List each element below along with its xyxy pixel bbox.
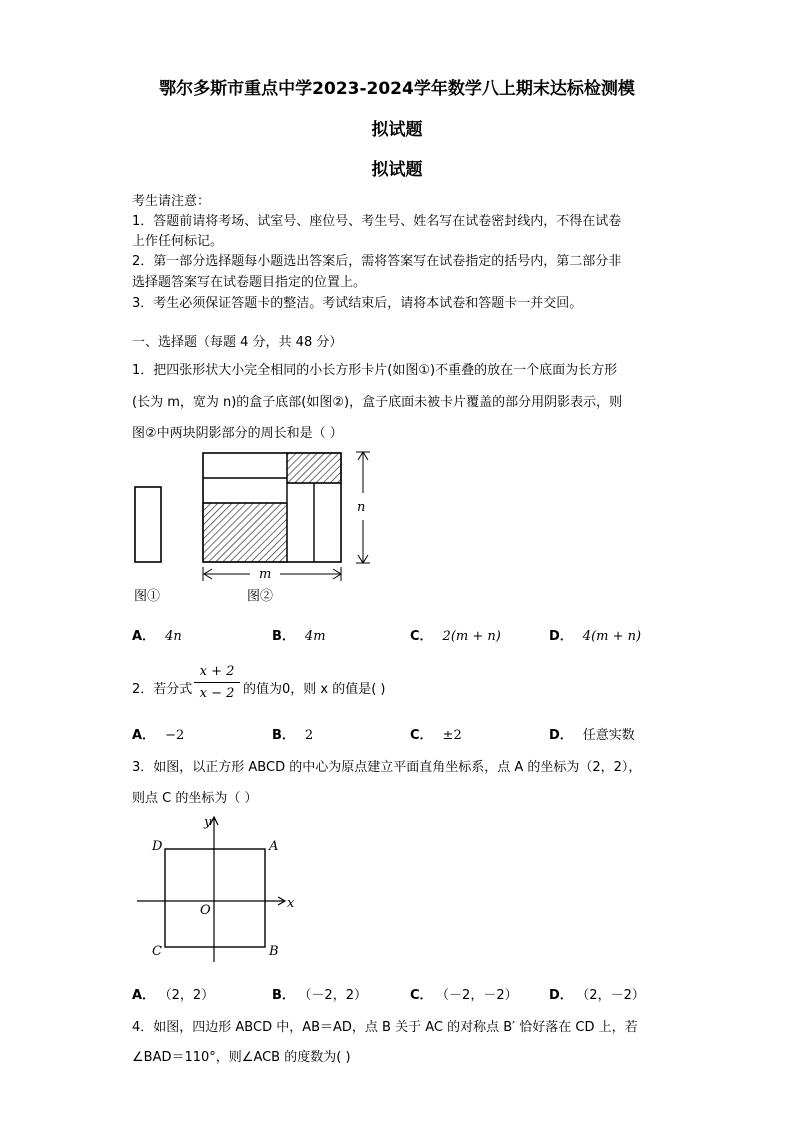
notice-item-2a: 2．第一部分选择题每小题选出答案后，需将答案写在试卷指定的括号内，第二部分非 — [132, 254, 622, 269]
q2-option-c[interactable]: C． ±2 — [410, 728, 462, 743]
fig1-card-rect — [135, 487, 161, 562]
q2-suffix: 的值为0，则 x 的值是( ) — [243, 682, 386, 697]
fig2-shaded-bottom-left — [203, 503, 287, 562]
exam-title-line-2: 拟试题 — [371, 120, 423, 140]
q1-option-a[interactable]: A． 4n — [132, 629, 182, 644]
q2-fraction — [194, 664, 240, 701]
q1-line-2: (长为 m，宽为 n)的盒子底部(如图②)，盒子底面未被卡片覆盖的部分用阴影表示，则 — [132, 395, 623, 410]
label-c: C — [152, 944, 162, 959]
q3-option-a[interactable]: A． （2，2） — [132, 988, 215, 1003]
q4-line-1: 4．如图，四边形 ABCD 中，AB＝AD，点 B 关于 AC 的对称点 B′ 恰好落在 CD 上，若 — [132, 1020, 638, 1035]
fig2-label: 图② — [247, 589, 274, 604]
q2-option-a[interactable]: A． −2 — [132, 728, 185, 743]
notice-item-2b: 选择题答案写在试卷题目指定的位置上。 — [132, 275, 367, 290]
q1-line-3: 图②中两块阴影部分的周长和是（ ） — [132, 426, 343, 441]
q2-denominator: x − 2 — [199, 686, 235, 701]
q3-figure — [132, 812, 312, 967]
fig2-m-label: m — [259, 567, 272, 582]
q3-line-2: 则点 C 的坐标为（ ） — [132, 791, 258, 806]
q3-line-1: 3．如图，以正方形 ABCD 的中心为原点建立平面直角坐标系，点 A 的坐标为（2，2）， — [132, 760, 642, 775]
section-heading: 一、选择题（每题 4 分，共 48 分） — [132, 335, 343, 350]
label-x: x — [287, 896, 295, 911]
q2-numerator: x + 2 — [199, 664, 235, 679]
q3-option-c[interactable]: C． （－2，－2） — [410, 988, 518, 1003]
label-d: D — [152, 839, 163, 854]
exam-title-line-1: 鄂尔多斯市重点中学2023-2024学年数学八上期末达标检测模 — [159, 79, 635, 99]
notice-item-1a: 1．答题前请将考场、试室号、座位号、考生号、姓名写在试卷密封线内，不得在试卷 — [132, 214, 622, 229]
q3-option-b[interactable]: B． （－2，2） — [272, 988, 367, 1003]
label-b: B — [269, 944, 279, 959]
q1-option-d[interactable]: D． 4(m + n) — [549, 629, 642, 644]
q1-option-c[interactable]: C． 2(m + n) — [410, 629, 501, 644]
q2-prefix: 2．若分式 — [132, 682, 193, 697]
q1-line-1: 1．把四张形状大小完全相同的小长方形卡片(如图①)不重叠的放在一个底面为长方形 — [132, 363, 618, 378]
label-y: y — [204, 815, 212, 830]
fig2-n-label: n — [357, 500, 366, 515]
notice-item-1b: 上作任何标记。 — [132, 234, 224, 249]
notice-heading: 考生请注意： — [132, 194, 211, 209]
q2-option-d[interactable]: D． 任意实数 — [549, 728, 635, 743]
q1-figure — [120, 445, 390, 610]
notice-item-3: 3．考生必须保证答题卡的整洁。考试结束后，请将本试卷和答题卡一并交回。 — [132, 296, 583, 311]
q1-option-b[interactable]: B． 4m — [272, 629, 326, 644]
q2-option-b[interactable]: B． 2 — [272, 728, 314, 743]
q4-line-2: ∠BAD＝110°，则∠ACB 的度数为( ) — [132, 1050, 351, 1065]
fig2-shaded-top-right — [287, 453, 341, 483]
fig1-label: 图① — [134, 589, 161, 604]
exam-title-line-3: 拟试题 — [371, 160, 423, 180]
label-a: A — [269, 839, 279, 854]
q3-option-d[interactable]: D． （2，－2） — [549, 988, 645, 1003]
label-o: O — [200, 903, 211, 918]
square-abcd — [165, 849, 265, 947]
